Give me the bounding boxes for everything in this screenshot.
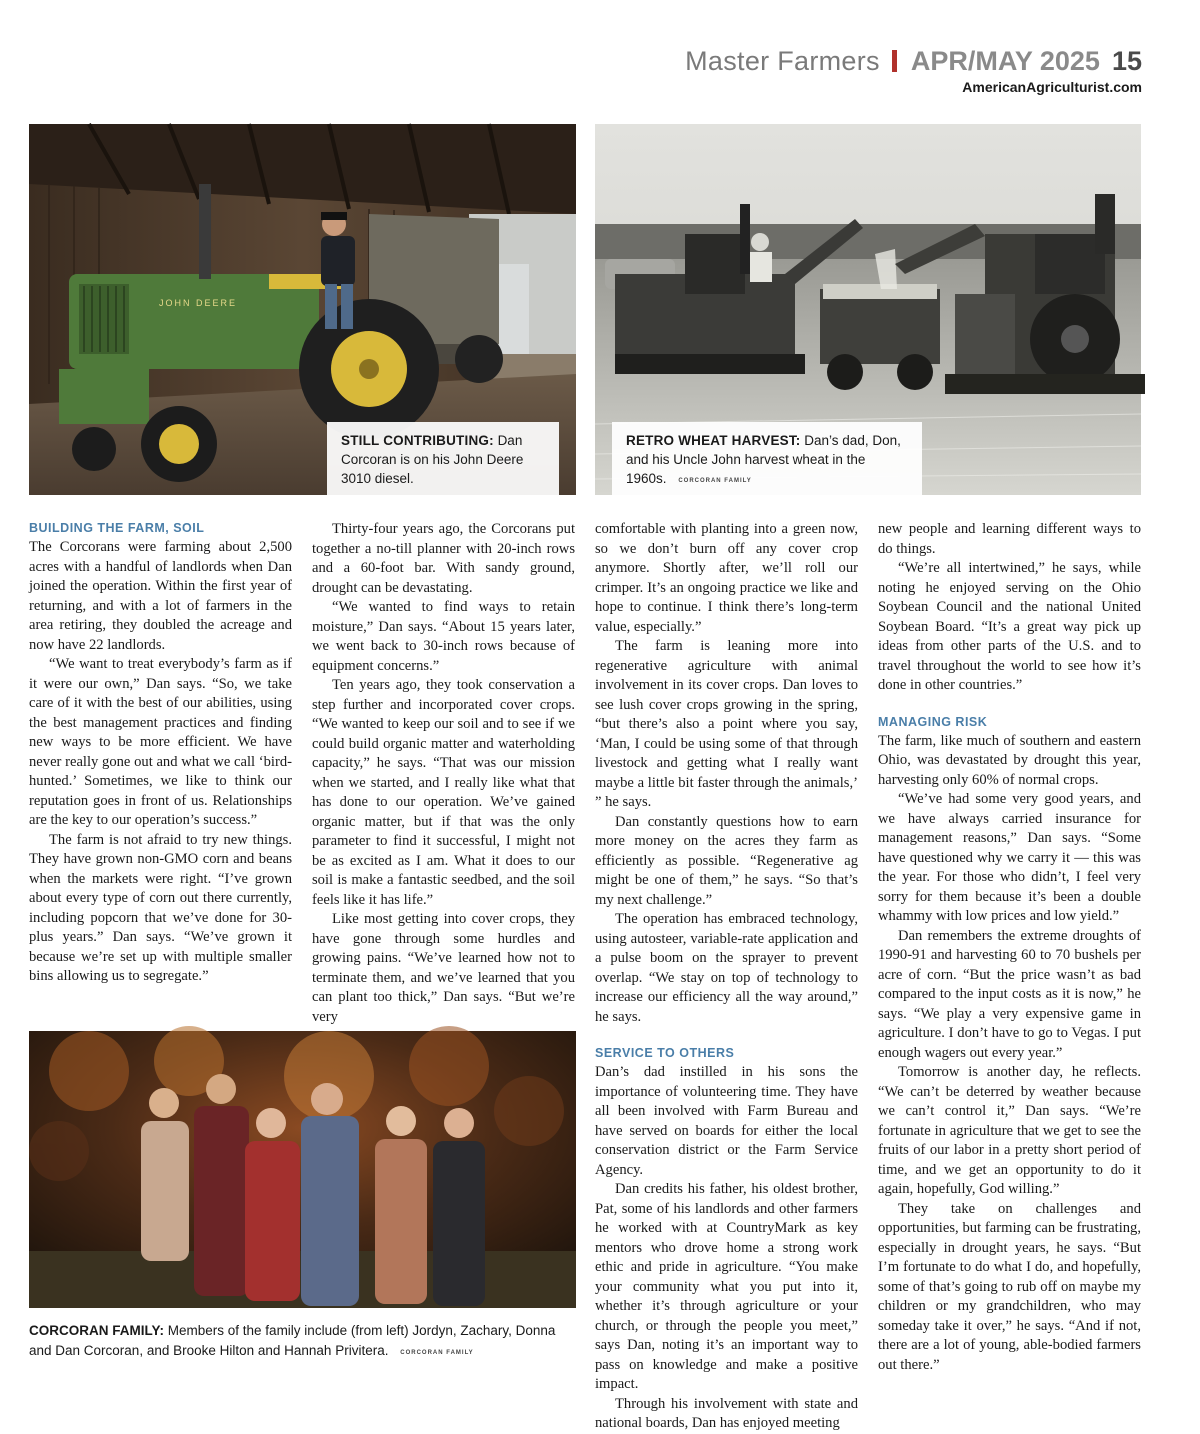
family-caption [29,1321,574,1363]
paragraph: new people and learning different ways to do things. [878,521,1141,557]
tractor-caption-text: Dan Corcoran is on his John Deere 3010 diesel. [341,433,524,486]
paragraph: The farm is leaning more into regenerative agriculture with animal involvement in its cover crops. Dan loves to see lush cover crops growing in the spring, “but there’s also a point where you say, ‘Man, I could be using some of that through livestock and getting what I really want maybe a little bit faster through the animals,’ ” he says. [595,638,858,810]
tractor-photo [29,124,576,495]
article-column-4 [878,520,1141,1375]
family-caption-label: CORCORAN FAMILY: [29,1323,164,1338]
paragraph: “We’ve had some very good years, and we have always carried insurance for management reasons,” Dan says. “Some have questioned why we carry it — this was the year. For those who didn’t, I feel very sorry for them because it’s been a double whammy with low prices and low yield.” [878,791,1141,924]
paragraph: “We want to treat everybody’s farm as if it were our own,” Dan says. “So, we take care of it with the best of our abilities, using the best management practices and finding new ways to be more efficient. We have never really gone out and what we call ‘bird-hunted.’ Sometimes, we like to think our reputation goes in front of us. Relationships are the key to our operation’s success.” [29,656,292,828]
website-url[interactable]: AmericanAgriculturist.com [962,79,1142,95]
subhead-service-to-others: SERVICE TO OTHERS [595,1046,735,1060]
tractor-brand-label: JOHN DEERE [159,298,238,308]
harvest-caption-text: Dan’s dad, Don, and his Uncle John harvest wheat in the 1960s. [626,433,901,486]
harvest-photo [595,124,1141,495]
subhead-building-the-farm: BUILDING THE FARM, SOIL [29,521,205,535]
paragraph: Dan constantly questions how to earn more money on the acres they farm as efficiently as possible. “Regenerative ag might be one of them,” he says. “So that’s my next challenge.” [595,813,858,908]
page-number: 15 [1111,46,1142,76]
issue-date: APR/MAY 2025 [910,46,1100,76]
article-column-1 [29,520,292,987]
paragraph: Through his involvement with state and national boards, Dan has enjoyed meeting [595,1395,858,1431]
paragraph: The farm is not afraid to try new things. They have grown non-GMO corn and beans when the markets were right. “I’ve grown about every type of corn out there currently, including popcorn that we’ve done for 30-plus years.” Dan says. “We’ve grown it because we’re set up with multiple smaller bins allowing us to segregate.” [29,831,292,984]
section-title: Master Farmers [685,46,880,76]
family-photo-image [29,1031,576,1308]
paragraph: The farm, like much of southern and eastern Ohio, was devastated by drought this year, harvesting only 60% of normal crops. [878,732,1141,788]
tractor-caption-label: STILL CONTRIBUTING: [341,433,494,448]
header-divider [892,50,897,72]
page-header [685,44,1142,95]
article-column-2 [312,520,575,1027]
paragraph: Tomorrow is another day, he reflects. “We can’t be deterred by weather because we can’t control it,” Dan says. “We’re fortunate in agriculture that we get to see the fruits of our labor in a pretty short period of time, and we get an opportunity to do it again, hopefully, God willing.” [878,1064,1141,1197]
family-caption-text: Members of the family include (from left) Jordyn, Zachary, Donna and Dan Corcoran, and Brooke Hilton and Hannah Privitera. [29,1323,556,1358]
paragraph: Dan remembers the extreme droughts of 1990-91 and harvesting 60 to 70 bushels per acre of corn. “But the price wasn’t as bad compared to the input costs as it is now,” he says. “We play a very expensive game in agriculture. I don’t have to go to Vegas. I put enough wagers out every year.” [878,927,1141,1061]
paragraph: Like most getting into cover crops, they have gone through some hurdles and growing pains. “We’ve learned how not to terminate them, and we’ve learned that you can plant too thick,” Dan says. “But we’re very [312,911,575,1025]
paragraph: Dan’s dad instilled in his sons the importance of volunteering time. They have all been involved with Farm Bureau and have served on boards for either the local conservation district or the Farm Service Agency. [595,1064,858,1178]
harvest-caption-label: RETRO WHEAT HARVEST: [626,433,801,448]
subhead-managing-risk: MANAGING RISK [878,714,988,729]
tractor-caption [327,422,559,497]
paragraph: The Corcorans were farming about 2,500 acres with a handful of landlords when Dan joined the operation. Within the first year of returning, and with a lot of farmers in the area retiring, they doubled the acreage and now have 22 landlords. [29,539,292,653]
paragraph: Ten years ago, they took conservation a step further and incorporated cover crops. “We wanted to keep our soil and to see if we could build organic matter and waterholding capacity,” he says. “That was our mission when we started, and I really like what that has done to our operation. We’ve gained organic matter, but if that was the only parameter to find it successful, I might not be as excited as I am. What it does to our soil is make a fantastic seedbed, and the soil feels like it has life.” [312,677,575,908]
harvest-caption [612,422,922,500]
paragraph: Thirty-four years ago, the Corcorans put together a no-till planner with 20-inch rows and a 60-foot bar. With sandy ground, drought can be devastating. [312,521,575,596]
header-line [685,44,1142,78]
paragraph: comfortable with planting into a green now, so we don’t burn off any cover crop anymore. Shortly after, we’ll roll our crimper. It’s an ongoing practice we like and hope to continue. I think there’s long-term value, especially.” [595,521,858,635]
family-photo-credit: CORCORAN FAMILY [400,1350,474,1356]
paragraph: “We wanted to find ways to retain moisture,” Dan says. “About 15 years later, we went back to 30-inch rows because of equipment concerns.” [312,599,575,674]
paragraph: Dan credits his father, his oldest brother, Pat, some of his landlords and other farmers he worked with at CountryMark as key mentors who drove home a strong work ethic and pride in agriculture. “You make your community what you put into it, whether it’s through agriculture or your church, or through the people you meet,” says Dan, noting it’s an important way to pass on knowledge and make a positive impact. [595,1181,858,1392]
harvest-photo-credit: CORCORAN FAMILY [678,478,752,484]
article-column-3 [595,520,858,1434]
paragraph: The operation has embraced technology, using autosteer, variable-rate application and a pulse boom on the sprayer to prevent overlap. “We stay on top of technology to increase our efficiency all the way around,” he says. [595,911,858,1025]
paragraph: “We’re all intertwined,” he says, while noting he enjoyed serving on the Ohio Soybean Council and the national United Soybean Board. “It’s a great way pick up ideas from other parts of the U.S. and to travel throughout the world to see how it’s done in other countries.” [878,560,1141,693]
paragraph: They take on challenges and opportunities, but farming can be frustrating, especially in drought years, he says. “But I’m fortunate to do what I do, and hopefully, some of that’s going to rub off on maybe my children or my grandchildren, who may someday take it over,” he says. “And if not, there are a lot of young, able-bodied farmers out there.” [878,1200,1141,1373]
family-photo [29,1031,576,1308]
